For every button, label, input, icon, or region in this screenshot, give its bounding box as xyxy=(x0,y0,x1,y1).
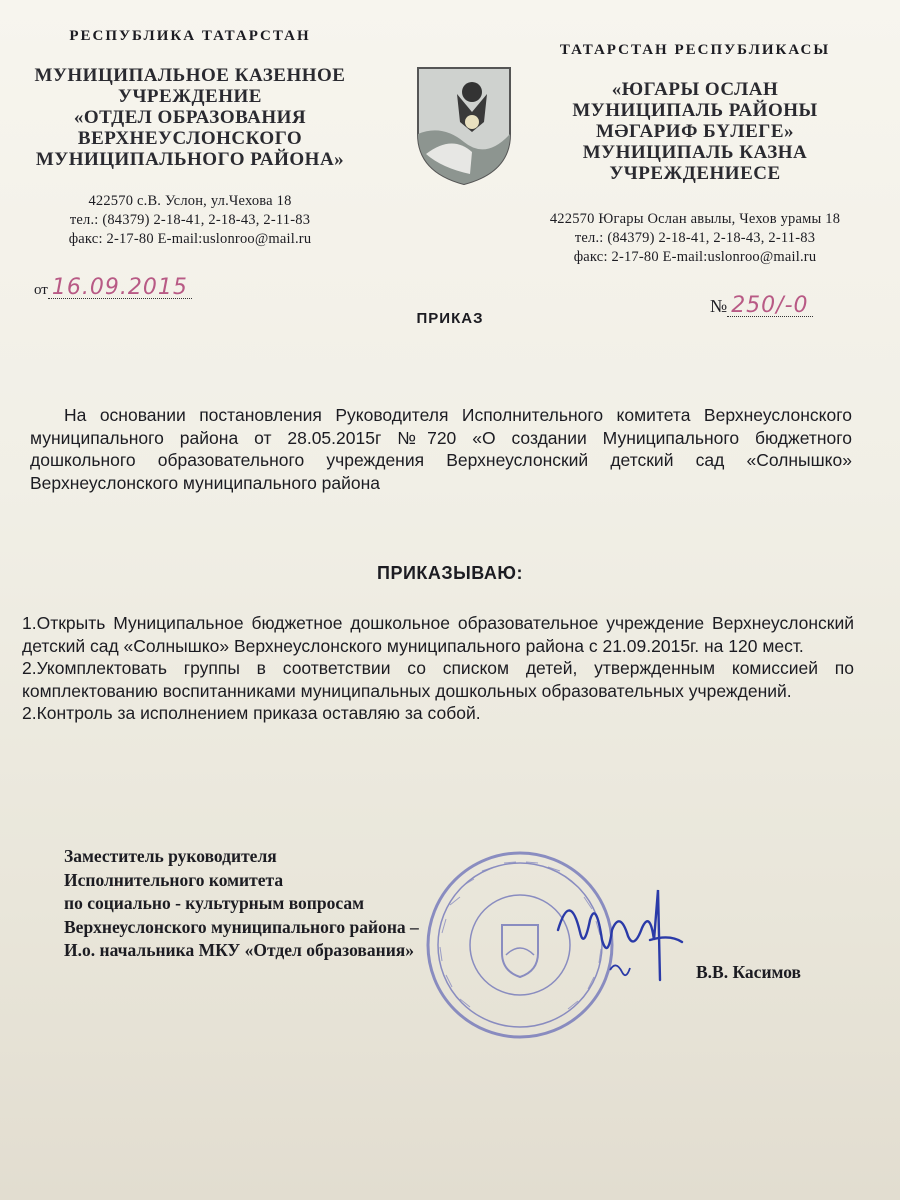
coat-of-arms-emblem xyxy=(412,64,516,188)
signer-position-line: Верхнеуслонского муниципального района – xyxy=(64,916,419,937)
order-items xyxy=(22,612,854,725)
document-title: ПРИКАЗ xyxy=(416,310,484,327)
org-name-tt: «ЮГАРЫ ОСЛАН МУНИЦИПАЛЬ РАЙОНЫ МӘГАРИФ БҮЛЕГЕ» МУНИЦИПАЛЬ КАЗНА УЧРЕЖДЕНИЕСЕ xyxy=(572,79,818,184)
republic-name-ru: РЕСПУБЛИКА ТАТАРСТАН xyxy=(69,28,311,44)
signer-position-line: по социально - культурным вопросам xyxy=(64,893,365,913)
order-heading: ПРИКАЗЫВАЮ: xyxy=(377,563,523,583)
signer-position-line: И.о. начальника МКУ «Отдел образования» xyxy=(64,940,414,960)
handwritten-number: 250/-0 xyxy=(731,293,809,318)
order-date: от 16.09.2015 xyxy=(34,275,192,300)
phone: тел.: (84379) 2-18-41, 2-18-43, 2-11-83 xyxy=(574,230,816,246)
signer-name: В.В. Касимов xyxy=(696,962,801,982)
fax-email: факс: 2-17-80 E-mail:uslonroo@mail.ru xyxy=(573,249,817,265)
handwritten-date: 16.09.2015 xyxy=(51,275,188,300)
signer-position-line: Заместитель руководителя xyxy=(64,846,277,866)
republic-name-tt: ТАТАРСТАН РЕСПУБЛИКАСЫ xyxy=(559,42,831,58)
header-right xyxy=(505,42,885,267)
contacts-tt xyxy=(505,210,885,267)
preamble-paragraph: На основании постановления Руководителя Исполнительного комитета Верхнеуслонского муниципального района от 28.05.2015г №720 «О создании Муниципального бюджетного дошкольного образовательного учреждения Верхнеуслонский детский сад «Солнышко» Верхнеуслонского муниципального района xyxy=(30,405,852,493)
order-number: № 250/-0 xyxy=(710,293,813,318)
order-item: 2.Укомплектовать группы в соответствии со списком детей, утвержденным комиссией по комплектованию воспитанниками муниципальных дошкольных образовательных учреждений. xyxy=(22,658,854,701)
phone: тел.: (84379) 2-18-41, 2-18-43, 2-11-83 xyxy=(69,212,311,228)
handwritten-signature xyxy=(550,870,690,1000)
address: 422570 Югары Ослан авылы, Чехов урамы 18 xyxy=(549,211,841,227)
contacts-ru xyxy=(0,192,380,249)
fax-email: факс: 2-17-80 E-mail:uslonroo@mail.ru xyxy=(68,231,312,247)
header-left xyxy=(0,28,380,249)
address: 422570 с.В. Услон, ул.Чехова 18 xyxy=(88,193,292,209)
signer-block xyxy=(64,845,419,963)
order-item: 2.Контроль за исполнением приказа оставляю за собой. xyxy=(22,703,481,723)
signer-position-line: Исполнительного комитета xyxy=(64,869,284,890)
order-item: 1.Открыть Муниципальное бюджетное дошкольное образовательное учреждение Верхнеуслонский детский сад «Солнышко» Верхнеуслонского муниципального района с 21.09.2015г. на 120 мест. xyxy=(22,613,854,656)
org-name-ru: МУНИЦИПАЛЬНОЕ КАЗЕННОЕ УЧРЕЖДЕНИЕ «ОТДЕЛ ОБРАЗОВАНИЯ ВЕРХНЕУСЛОНСКОГО МУНИЦИПАЛЬНОГО РАЙОНА» xyxy=(34,65,346,170)
